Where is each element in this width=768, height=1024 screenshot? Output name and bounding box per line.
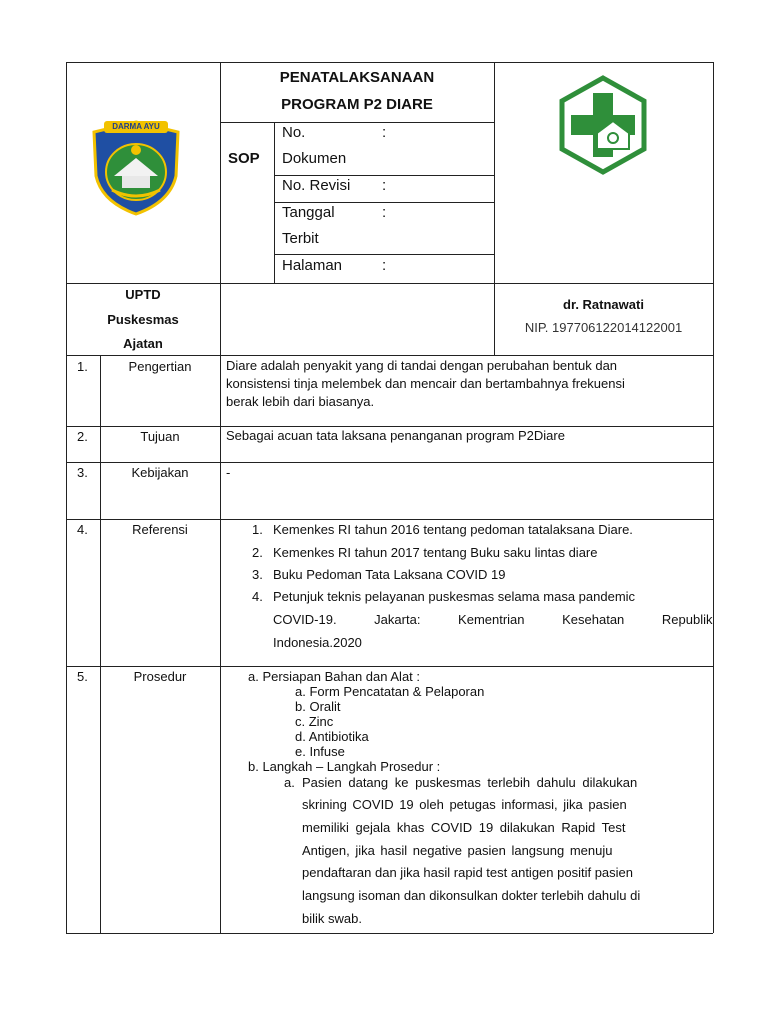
- document-title-line2: PROGRAM P2 DIARE: [281, 96, 433, 113]
- field-revisi-label: No. Revisi: [282, 177, 351, 194]
- procedure-a-item-1: a. Form Pencatatan & Pelaporan: [295, 684, 485, 699]
- reference-2-text: Kemenkes RI tahun 2017 tentang Buku saku lintas diare: [273, 545, 598, 560]
- procedure-a-item-5: e. Infuse: [295, 744, 345, 759]
- procedure-a-item-4: d. Antibiotika: [295, 729, 369, 744]
- reference-4-line1: Petunjuk teknis pelayanan puskesmas selama masa pandemic: [273, 589, 636, 604]
- org-line3: Ajatan: [123, 336, 163, 351]
- reference-3-number: 3.: [252, 567, 263, 582]
- reference-4-line2: COVID-19. Jakarta: Kementrian Kesehatan Republik: [273, 612, 713, 627]
- signatory-name: dr. Ratnawati: [563, 297, 644, 312]
- regency-emblem-icon: [86, 118, 186, 218]
- procedure-a-item-2: b. Oralit: [295, 699, 341, 714]
- section-2-label: Tujuan: [140, 429, 180, 444]
- field-halaman-label: Halaman: [282, 257, 343, 274]
- procedure-a-item-3: c. Zinc: [295, 714, 334, 729]
- section-3-number: 3.: [77, 465, 88, 480]
- org-line1: UPTD: [125, 287, 161, 302]
- document-title-line1: PENATALAKSANAAN: [279, 69, 435, 86]
- procedure-b-line7: bilik swab.: [302, 911, 362, 926]
- procedure-a-title: a. Persiapan Bahan dan Alat :: [248, 669, 421, 684]
- procedure-b-line4: Antigen, jika hasil negative pasien langsung menuju: [302, 843, 613, 858]
- section-1-line1: Diare adalah penyakit yang di tandai dengan perubahan bentuk dan: [226, 358, 618, 373]
- procedure-b-line3: memiliki gejala khas COVID 19 dilakukan Rapid Test: [302, 820, 626, 835]
- procedure-b-line2: skrining COVID 19 oleh petugas informasi, jika pasien: [302, 797, 627, 812]
- section-3-line1: -: [226, 465, 231, 480]
- field-dokumen-label: Dokumen: [282, 150, 347, 167]
- procedure-b-title: b. Langkah – Langkah Prosedur :: [248, 759, 441, 774]
- field-tanggal-colon: :: [382, 204, 387, 221]
- section-2-number: 2.: [77, 429, 88, 444]
- field-halaman-colon: :: [382, 257, 387, 274]
- section-1-line2: konsistensi tinja melembek dan mencair dan bertambahnya frekuensi: [226, 376, 625, 391]
- section-4-label: Referensi: [132, 522, 188, 537]
- reference-4-number: 4.: [252, 589, 263, 604]
- field-no-label: No.: [282, 124, 306, 141]
- procedure-b-line5: pendaftaran dan jika hasil rapid test antigen positif pasien: [302, 865, 633, 880]
- procedure-b-item-number: a.: [284, 775, 295, 790]
- reference-2-number: 2.: [252, 545, 263, 560]
- org-line2: Puskesmas: [107, 312, 179, 327]
- sop-label: SOP: [228, 150, 260, 167]
- section-1-number: 1.: [77, 359, 88, 374]
- field-revisi-colon: :: [382, 177, 387, 194]
- section-3-label: Kebijakan: [131, 465, 189, 480]
- reference-3-text: Buku Pedoman Tata Laksana COVID 19: [273, 567, 506, 582]
- section-2-line1: Sebagai acuan tata laksana penanganan program P2Diare: [226, 428, 565, 443]
- reference-1-text: Kemenkes RI tahun 2016 tentang pedoman tatalaksana Diare.: [273, 522, 633, 537]
- section-1-line3: berak lebih dari biasanya.: [226, 394, 375, 409]
- signatory-nip: NIP. 197706122014122001: [524, 320, 683, 335]
- field-terbit-label: Terbit: [282, 230, 319, 247]
- field-tanggal-label: Tanggal: [282, 204, 335, 221]
- emblem-banner-text: DARMA AYU: [112, 122, 160, 131]
- field-no-colon: :: [382, 124, 387, 141]
- procedure-b-line1: Pasien datang ke puskesmas terlebih dahulu dilakukan: [302, 775, 638, 790]
- reference-1-number: 1.: [252, 522, 263, 537]
- puskesmas-logo-icon: [557, 75, 649, 175]
- section-5-number: 5.: [77, 669, 88, 684]
- reference-4-line3: Indonesia.2020: [273, 635, 362, 650]
- procedure-b-line6: langsung isoman dan dikonsulkan dokter terlebih dahulu di: [302, 888, 641, 903]
- section-4-number: 4.: [77, 522, 88, 537]
- section-1-label: Pengertian: [128, 359, 192, 374]
- section-5-label: Prosedur: [133, 669, 187, 684]
